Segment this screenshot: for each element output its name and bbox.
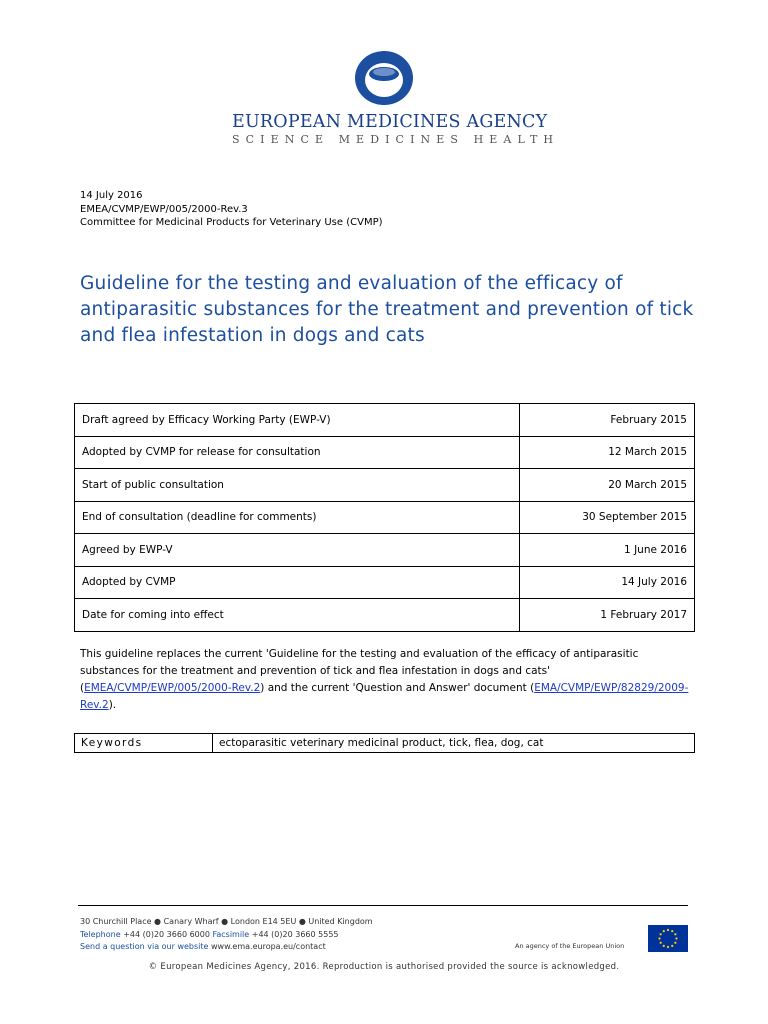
footer-contact-line [80, 941, 373, 954]
table-row [75, 599, 695, 632]
replaces-text: ). [108, 699, 117, 711]
ema-emblem-icon [354, 50, 414, 106]
facsimile-number: +44 (0)20 3660 5555 [251, 929, 339, 939]
table-row [75, 566, 695, 599]
timeline-date: 1 February 2017 [520, 599, 695, 632]
table-row [75, 404, 695, 437]
replaces-text: This guideline replaces the current 'Guideline for the testing and evaluation of the efficacy of antiparasitic substances for the treatment and prevention of tick and flea infestation in dogs and cats' ( [80, 648, 639, 694]
previous-guideline-link[interactable]: EMEA/CVMP/EWP/005/2000-Rev.2 [84, 682, 261, 694]
copyright-notice: © European Medicines Agency, 2016. Reproduction is authorised provided the source is acknowledged. [148, 962, 620, 972]
committee-name: Committee for Medicinal Products for Veterinary Use (CVMP) [80, 217, 383, 228]
replaces-text: ) and the current 'Question and Answer' document ( [260, 682, 535, 694]
eu-star-icon [663, 945, 665, 947]
keywords-label: Keywords [75, 734, 213, 753]
footer-divider [78, 905, 688, 906]
eu-star-icon [663, 930, 665, 932]
timeline-table [74, 403, 695, 632]
ema-logo [232, 50, 560, 150]
footer-address-block [80, 916, 373, 954]
document-date: 14 July 2016 [80, 190, 143, 201]
eu-flag-icon [648, 925, 688, 952]
timeline-label: Start of public consultation [75, 469, 520, 502]
footer-phone-line [80, 929, 373, 942]
eu-star-icon [674, 933, 676, 935]
table-row [75, 501, 695, 534]
document-title: Guideline for the testing and evaluation of the efficacy of antiparasitic substances for the treatment and prevention of tick and flea infestation in dogs and cats [80, 273, 694, 346]
facsimile-label: Facsimile [212, 929, 250, 939]
qa-document-link[interactable]: EMA/CVMP/EWP/82829/2009-Rev.2 [80, 682, 689, 711]
document-meta [80, 189, 383, 230]
timeline-label: Agreed by EWP-V [75, 534, 520, 567]
timeline-label: Draft agreed by Efficacy Working Party (EWP-V) [75, 404, 520, 437]
table-row [75, 436, 695, 469]
timeline-label: Adopted by CVMP for release for consultation [75, 436, 520, 469]
document-reference: EMEA/CVMP/EWP/005/2000-Rev.3 [80, 203, 248, 215]
telephone-label: Telephone [80, 929, 121, 939]
contact-website-link[interactable]: www.ema.europa.eu/contact [210, 942, 326, 951]
telephone-number: +44 (0)20 3660 6000 [123, 929, 210, 939]
footer-address: 30 Churchill Place ● Canary Wharf ● London E14 5EU ● United Kingdom [80, 917, 373, 926]
table-row [75, 534, 695, 567]
eu-star-icon [674, 942, 676, 944]
agency-tagline: SCIENCE MEDICINES HEALTH [232, 133, 560, 146]
timeline-label: Date for coming into effect [75, 599, 520, 632]
timeline-date: 12 March 2015 [520, 436, 695, 469]
eu-star-icon [671, 945, 673, 947]
table-row [75, 734, 695, 753]
replaces-paragraph [80, 646, 700, 714]
eu-star-icon [667, 946, 669, 948]
timeline-date: 30 September 2015 [520, 501, 695, 534]
agency-name: EUROPEAN MEDICINES AGENCY [232, 112, 548, 132]
timeline-date: 14 July 2016 [520, 566, 695, 599]
timeline-date: 20 March 2015 [520, 469, 695, 502]
timeline-date: 1 June 2016 [520, 534, 695, 567]
question-label: Send a question via our website [80, 942, 209, 951]
eu-star-icon [658, 937, 660, 939]
timeline-label: End of consultation (deadline for comments) [75, 501, 520, 534]
eu-star-icon [671, 930, 673, 932]
keywords-value: ectoparasitic veterinary medicinal product, tick, flea, dog, cat [213, 734, 695, 753]
table-row [75, 469, 695, 502]
eu-star-icon [667, 929, 669, 931]
eu-star-icon [675, 937, 677, 939]
eu-star-icon [660, 933, 662, 935]
timeline-label: Adopted by CVMP [75, 566, 520, 599]
eu-star-icon [660, 942, 662, 944]
keywords-table [74, 733, 695, 753]
timeline-date: February 2015 [520, 404, 695, 437]
eu-agency-text: An agency of the European Union [515, 942, 625, 950]
